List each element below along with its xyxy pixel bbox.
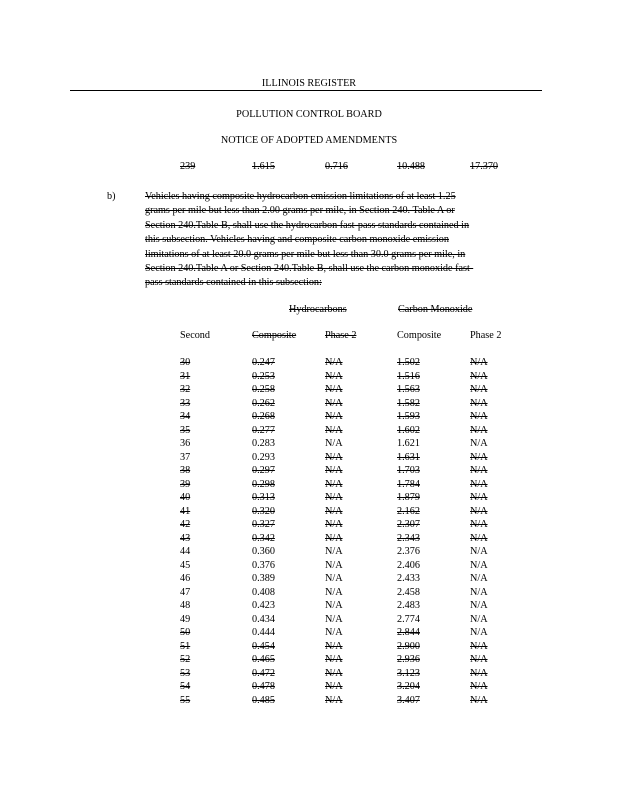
table-cell: 0.478 [252,681,275,692]
table-cell: 43 [180,532,191,544]
table-cell: N/A [470,384,488,395]
paragraph-line: pass standards contained in this subsection: [145,277,322,289]
table-cell: 46 [180,573,191,584]
table-cell: N/A [470,573,488,584]
table-cell: N/A [470,438,488,449]
table-cell: 32 [180,384,191,395]
table-cell: 0.297 [252,465,275,476]
paragraph-line: this subsection. Vehicles having and composite carbon monoxide emission [145,234,449,246]
table-cell: 49 [180,613,191,625]
table-cell: 0.268 [252,411,275,422]
table-cell: N/A [325,384,343,395]
table-cell: 0.342 [252,532,275,544]
table-cell: 0.454 [252,640,275,652]
table-cell: N/A [470,694,488,706]
paragraph-line: limitations of at least 20.0 grams per mile but less than 30.0 grams per mile, in [145,248,466,260]
paragraph-marker: b) [107,191,116,202]
table-cell: N/A [325,546,343,557]
table-cell: 1.703 [397,465,420,476]
notice-title: NOTICE OF ADOPTED AMENDMENTS [220,135,398,146]
table-cell: 2.483 [397,600,420,611]
table-cell: 48 [180,600,191,611]
table-cell: N/A [470,397,488,409]
table-cell: N/A [470,654,488,665]
table-cell: 47 [180,586,191,598]
table-cell: N/A [470,465,488,476]
table-cell: 34 [180,411,191,422]
table-cell: 31 [180,370,191,382]
table-cell: 0.258 [252,384,275,395]
column-header: Composite [252,330,297,341]
table-cell: 2.774 [397,613,420,625]
table-cell: 0.444 [252,627,275,638]
table-cell: N/A [470,492,488,503]
table-cell: N/A [325,411,343,422]
table-cell: 0.360 [252,546,275,557]
column-header: Second [180,330,210,341]
paragraph-line: grams per mile but less than 2.00 grams per mile, in Section 240. Table A or [145,205,455,217]
table-cell: 1.879 [397,492,420,503]
table-cell: N/A [470,640,488,652]
table-cell: 39 [180,478,191,490]
table-cell: N/A [325,667,343,679]
table-cell: N/A [325,654,343,665]
table-cell: N/A [470,546,488,557]
table-cell: 0.262 [252,397,275,409]
table-cell: 0.283 [252,438,275,449]
board-title: POLLUTION CONTROL BOARD [236,109,382,120]
table-cell: N/A [470,519,488,530]
table-cell: 2.307 [397,519,420,530]
table-cell: 50 [180,627,191,638]
table-cell: 2.343 [397,532,420,544]
table-cell: N/A [470,532,488,544]
table-cell: 1.631 [397,451,420,463]
table-cell: 1.593 [397,411,420,422]
column-header: Phase 2 [470,330,502,341]
table-cell: 0.320 [252,505,275,517]
table-cell: N/A [325,573,343,584]
table-cell: N/A [470,411,488,422]
table-cell: 35 [180,424,191,436]
carryover-cell: 239 [180,161,196,172]
table-cell: N/A [470,505,488,517]
table-cell: N/A [325,492,343,503]
table-cell: N/A [325,613,343,625]
table-cell: 2.900 [397,640,420,652]
table-cell: N/A [470,478,488,490]
table-cell: 0.327 [252,519,275,530]
carryover-cell: 10.488 [397,161,426,172]
column-header: Composite [397,330,442,341]
table-cell: 0.408 [252,586,275,598]
table-cell: 41 [180,505,191,517]
paragraph-line: Section 240.Table B, shall use the hydrocarbon fast-pass standards contained in [145,219,470,231]
table-cell: 0.277 [252,424,275,436]
table-cell: N/A [470,613,488,625]
table-cell: 33 [180,397,191,409]
table-cell: 0.485 [252,694,275,706]
table-cell: 42 [180,519,191,530]
hydrocarbons-group-header: Hydrocarbons [289,304,347,315]
carryover-cell: 17.370 [470,161,499,172]
table-cell: N/A [325,397,343,409]
table-cell: 51 [180,640,191,652]
table-cell: 36 [180,438,191,449]
header-rule [70,90,542,91]
table-cell: N/A [325,559,343,571]
table-cell: N/A [470,370,488,382]
table-cell: 3.204 [397,681,420,692]
table-cell: N/A [470,424,488,436]
table-cell: 3.407 [397,694,420,706]
table-cell: 0.465 [252,654,275,665]
table-cell: 2.376 [397,546,420,557]
table-cell: 1.784 [397,478,420,490]
table-cell: 1.621 [397,438,420,449]
table-cell: 1.502 [397,357,420,368]
table-cell: N/A [325,370,343,382]
table-cell: N/A [325,465,343,476]
table-cell: 38 [180,465,191,476]
table-cell: N/A [325,505,343,517]
table-cell: 30 [180,357,191,368]
table-cell: 0.389 [252,573,275,584]
table-cell: 55 [180,694,191,706]
table-cell: N/A [325,519,343,530]
table-cell: N/A [325,694,343,706]
table-cell: N/A [470,357,488,368]
paragraph-body [145,192,535,293]
table-cell: 2.433 [397,573,420,584]
table-cell: 40 [180,492,191,503]
table-cell: 0.253 [252,370,275,382]
table-cell: N/A [325,451,343,463]
table-cell: 44 [180,546,191,557]
table-cell: 0.434 [252,613,275,625]
table-cell: 2.936 [397,654,420,665]
table-cell: 0.423 [252,600,275,611]
table-cell: 2.406 [397,559,420,571]
table-cell: N/A [325,640,343,652]
table-cell: 2.162 [397,505,420,517]
table-cell: N/A [325,357,343,368]
table-cell: N/A [325,600,343,611]
carryover-cell: 0.716 [325,161,348,172]
table-cell: 0.247 [252,357,275,368]
table-cell: 0.376 [252,559,275,571]
paragraph-line: Section 240.Table A or Section 240.Table B, shall use the carbon monoxide fast- [145,262,474,274]
table-cell: 2.844 [397,627,420,638]
table-cell: 0.298 [252,478,275,490]
table-cell: N/A [325,532,343,544]
table-cell: N/A [470,600,488,611]
table-cell: 1.563 [397,384,420,395]
table-cell: N/A [470,586,488,598]
table-cell: N/A [470,667,488,679]
table-cell: N/A [325,478,343,490]
table-cell: 37 [180,451,191,463]
table-cell: 53 [180,667,191,679]
table-cell: N/A [470,681,488,692]
table-cell: N/A [470,627,488,638]
carryover-cell: 1.615 [252,161,275,172]
table-cell: 0.472 [252,667,275,679]
table-cell: N/A [325,586,343,598]
table-cell: N/A [470,559,488,571]
table-cell: N/A [325,627,343,638]
table-cell: N/A [470,451,488,463]
table-cell: 1.602 [397,424,420,436]
table-cell: 54 [180,681,191,692]
paragraph-line: Vehicles having composite hydrocarbon emission limitations of at least 1.25 [145,191,456,202]
table-cell: 52 [180,654,191,665]
table-cell: N/A [325,424,343,436]
table-cell: 0.313 [252,492,275,503]
table-cell: 1.582 [397,397,420,409]
table-cell: N/A [325,438,343,449]
table-cell: 3.123 [397,667,420,679]
table-cell: 2.458 [397,586,420,598]
table-cell: 1.516 [397,370,420,382]
table-cell: N/A [325,681,343,692]
table-cell: 0.293 [252,451,275,463]
register-title: ILLINOIS REGISTER [261,78,357,89]
table-cell: 45 [180,559,191,571]
carbon-monoxide-group-header: Carbon Monoxide [398,304,473,315]
column-header: Phase 2 [325,330,357,341]
